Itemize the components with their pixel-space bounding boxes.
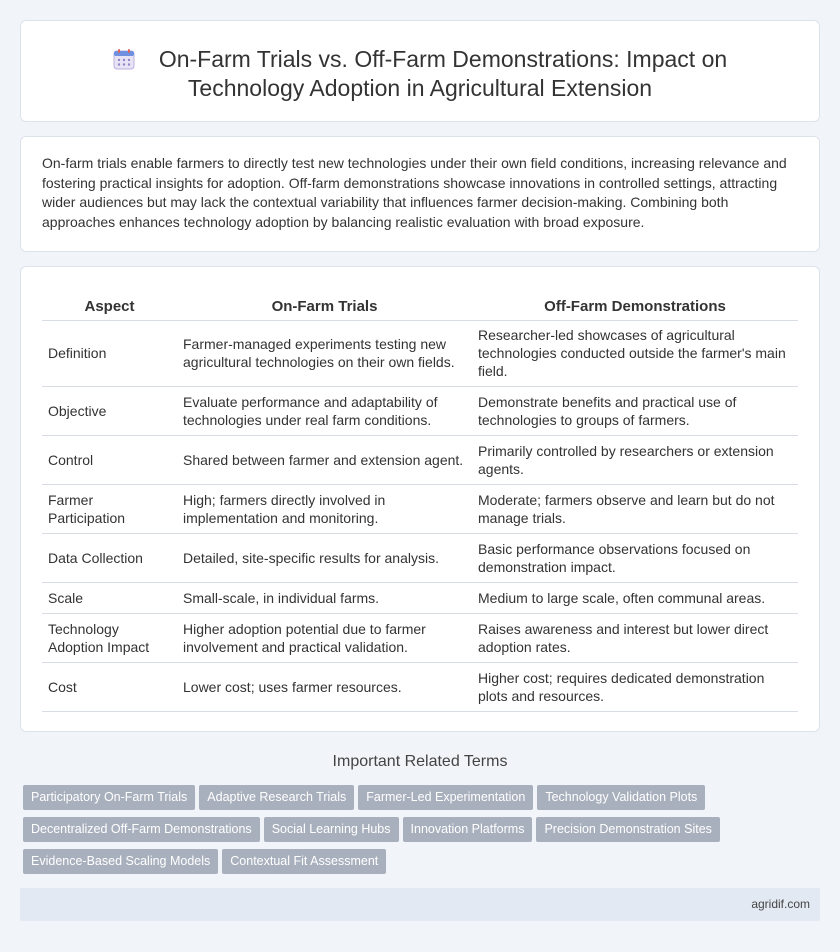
header-off-farm: Off-Farm Demonstrations [472, 290, 798, 320]
table-cell: Cost [42, 662, 177, 711]
table-cell: Higher cost; requires dedicated demonstration plots and resources. [472, 662, 798, 711]
table-cell: Evaluate performance and adaptability of technologies under real farm conditions. [177, 386, 472, 435]
table-cell: Farmer Participation [42, 484, 177, 533]
intro-paragraph: On-farm trials enable farmers to directly test new technologies under their own field conditions, increasing relevance and fostering practical insights for adoption. Off-farm demonstrations showcase innovations in controlled settings, attracting wider audiences but may lack the contextual variability that influences farmer decision-making. Combining both approaches enhances technology adoption by balancing realistic evaluation with broad exposure. [42, 155, 787, 230]
table-cell: Moderate; farmers observe and learn but do not manage trials. [472, 484, 798, 533]
related-term-tag[interactable]: Decentralized Off-Farm Demonstrations [23, 817, 260, 842]
table-row [42, 386, 798, 435]
related-term-tag[interactable]: Adaptive Research Trials [199, 785, 354, 810]
table-cell: Technology Adoption Impact [42, 613, 177, 662]
table-cell: Raises awareness and interest but lower direct adoption rates. [472, 613, 798, 662]
table-cell: Detailed, site-specific results for analysis. [177, 533, 472, 582]
page-title [21, 45, 819, 103]
table-cell: High; farmers directly involved in implementation and monitoring. [177, 484, 472, 533]
related-term-tag[interactable]: Evidence-Based Scaling Models [23, 849, 218, 874]
calendar-icon [113, 48, 135, 70]
table-cell: Farmer-managed experiments testing new agricultural technologies on their own fields. [177, 320, 472, 386]
related-term-tag[interactable]: Innovation Platforms [403, 817, 533, 842]
intro-card [20, 136, 820, 252]
table-row [42, 484, 798, 533]
table-row [42, 662, 798, 711]
table-cell: Scale [42, 582, 177, 613]
footer-site-link[interactable]: agridif.com [751, 897, 810, 911]
table-row [42, 435, 798, 484]
title-line-2: Technology Adoption in Agricultural Extension [187, 75, 653, 101]
table-cell: Higher adoption potential due to farmer involvement and practical validation. [177, 613, 472, 662]
header-aspect: Aspect [42, 290, 177, 320]
table-cell: Control [42, 435, 177, 484]
title-card [20, 20, 820, 122]
table-cell: Researcher-led showcases of agricultural technologies conducted outside the farmer's main field. [472, 320, 798, 386]
related-terms-title: Important Related Terms [332, 753, 508, 770]
table-header-row [42, 290, 798, 320]
title-line-1: On-Farm Trials vs. Off-Farm Demonstrations: Impact on [158, 46, 728, 72]
table-cell: Definition [42, 320, 177, 386]
table-cell: Primarily controlled by researchers or extension agents. [472, 435, 798, 484]
related-term-tag[interactable]: Contextual Fit Assessment [222, 849, 386, 874]
table-cell: Objective [42, 386, 177, 435]
table-row [42, 613, 798, 662]
related-term-tag[interactable]: Technology Validation Plots [537, 785, 705, 810]
comparison-table [42, 290, 798, 712]
related-term-tag[interactable]: Participatory On-Farm Trials [23, 785, 195, 810]
related-term-tag[interactable]: Social Learning Hubs [264, 817, 399, 842]
comparison-card [20, 266, 820, 732]
related-term-tag[interactable]: Farmer-Led Experimentation [358, 785, 533, 810]
related-terms-list [23, 785, 823, 881]
table-cell: Data Collection [42, 533, 177, 582]
table-cell: Shared between farmer and extension agent. [177, 435, 472, 484]
table-row [42, 533, 798, 582]
table-cell: Demonstrate benefits and practical use of technologies to groups of farmers. [472, 386, 798, 435]
table-row [42, 320, 798, 386]
table-cell: Small-scale, in individual farms. [177, 582, 472, 613]
table-cell: Lower cost; uses farmer resources. [177, 662, 472, 711]
table-cell: Basic performance observations focused on demonstration impact. [472, 533, 798, 582]
related-term-tag[interactable]: Precision Demonstration Sites [536, 817, 719, 842]
footer [20, 888, 820, 921]
table-cell: Medium to large scale, often communal areas. [472, 582, 798, 613]
header-on-farm: On-Farm Trials [177, 290, 472, 320]
table-row [42, 582, 798, 613]
